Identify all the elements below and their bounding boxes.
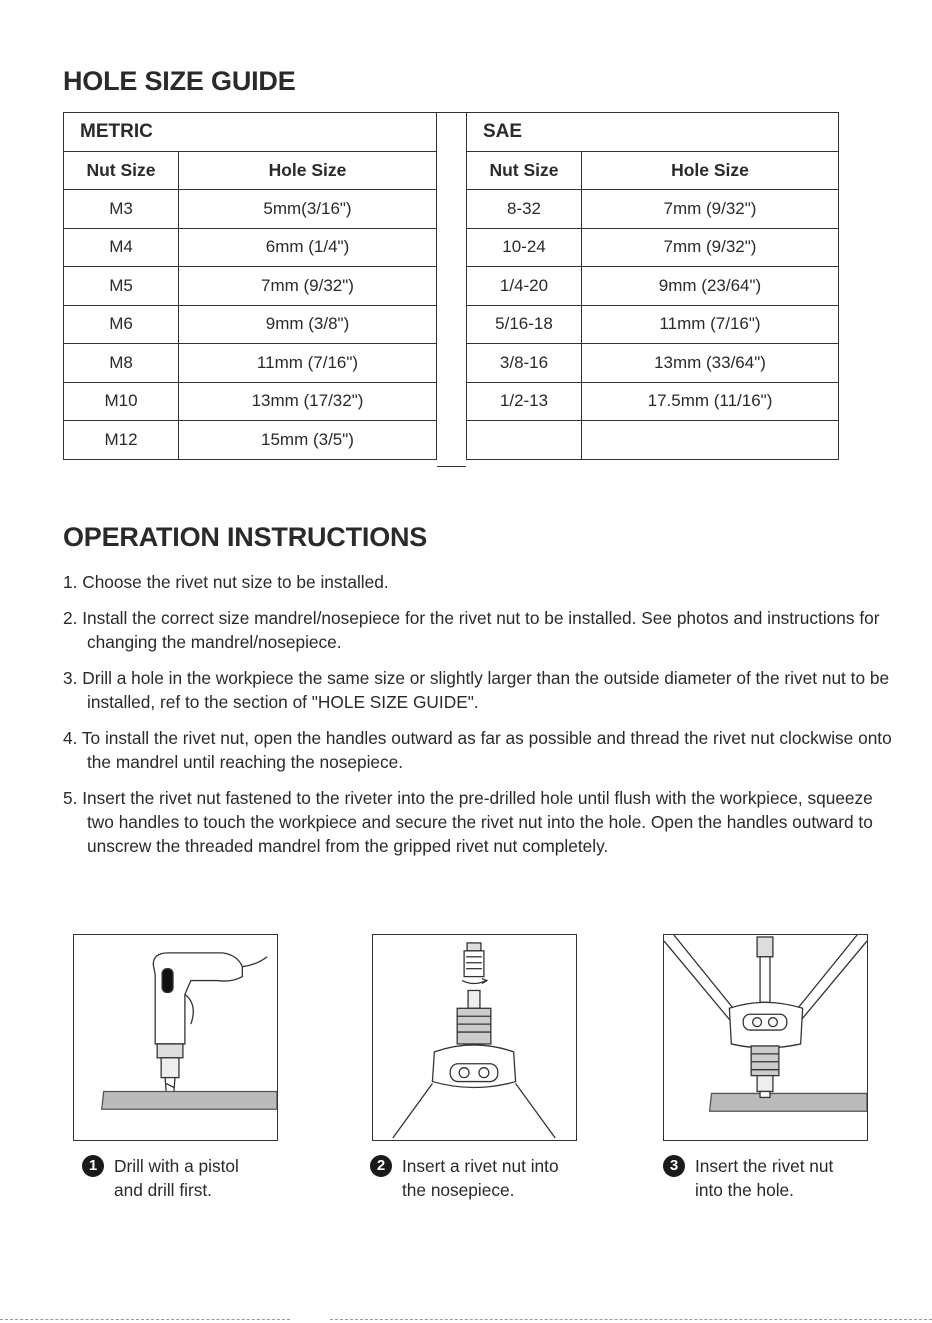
table-row xyxy=(64,228,437,267)
sae-heading: SAE xyxy=(467,113,839,152)
table-row xyxy=(64,305,437,344)
nut-size-cell: M5 xyxy=(64,267,179,306)
caption-line: into the hole. xyxy=(695,1180,794,1200)
rivet-nut-icon xyxy=(373,935,576,1140)
nosepiece-illustration xyxy=(372,934,577,1141)
hole-size-cell: 11mm (7/16") xyxy=(179,344,437,383)
nut-size-cell: M3 xyxy=(64,190,179,229)
nut-size-cell: M8 xyxy=(64,344,179,383)
hole-size-guide-title: HOLE SIZE GUIDE xyxy=(63,66,296,96)
instruction-step: 4. To install the rivet nut, open the handles outward as far as possible and thread the rivet nut clockwise onto the mandrel until reaching the nosepiece. xyxy=(63,728,892,772)
step-number-badge: 2 xyxy=(370,1155,392,1177)
riveter-icon xyxy=(664,935,867,1140)
hole-size-cell: 7mm (9/32") xyxy=(582,190,839,229)
operation-instructions-title: OPERATION INSTRUCTIONS xyxy=(63,522,428,552)
nut-size-cell: 8-32 xyxy=(467,190,582,229)
step-number-badge: 1 xyxy=(82,1155,104,1177)
metric-col-nut-size: Nut Size xyxy=(64,151,179,190)
table-row xyxy=(467,305,839,344)
table-row xyxy=(467,190,839,229)
instruction-list xyxy=(63,570,893,870)
caption-line: Drill with a pistol xyxy=(114,1156,239,1176)
sae-table xyxy=(466,112,839,460)
hole-size-cell: 11mm (7/16") xyxy=(582,305,839,344)
hole-size-cell: 13mm (17/32") xyxy=(179,382,437,421)
nut-size-cell: 3/8-16 xyxy=(467,344,582,383)
sae-col-nut-size: Nut Size xyxy=(467,151,582,190)
hole-size-cell: 17.5mm (11/16") xyxy=(582,382,839,421)
nut-size-cell: M6 xyxy=(64,305,179,344)
caption-line: Insert the rivet nut xyxy=(695,1156,834,1176)
drill-illustration xyxy=(73,934,278,1141)
hole-size-cell: 6mm (1/4") xyxy=(179,228,437,267)
table-row xyxy=(467,228,839,267)
table-row xyxy=(64,344,437,383)
footer-divider xyxy=(0,1319,290,1320)
hole-size-cell: 7mm (9/32") xyxy=(179,267,437,306)
table-divider-gap xyxy=(437,112,466,467)
drill-icon xyxy=(74,935,277,1140)
caption-line: the nosepiece. xyxy=(402,1180,515,1200)
sae-col-hole-size: Hole Size xyxy=(582,151,839,190)
footer-divider xyxy=(330,1319,932,1320)
caption-line: and drill first. xyxy=(114,1180,212,1200)
instruction-step: 5. Insert the rivet nut fastened to the riveter into the pre-drilled hole until flush with the workpiece, squeeze two handles to touch the workpiece and secure the rivet nut into the hole. Open the handles outward to unscrew the threaded mandrel from the gripped rivet nut completely. xyxy=(63,788,873,856)
hole-size-cell: 5mm(3/16") xyxy=(179,190,437,229)
instruction-step: 1. Choose the rivet nut size to be installed. xyxy=(63,572,389,592)
caption-line: Insert a rivet nut into xyxy=(402,1156,559,1176)
hole-size-cell xyxy=(582,421,839,460)
table-row xyxy=(467,344,839,383)
metric-col-hole-size: Hole Size xyxy=(179,151,437,190)
hole-size-cell: 15mm (3/5") xyxy=(179,421,437,460)
nut-size-cell xyxy=(467,421,582,460)
instruction-step: 2. Install the correct size mandrel/nosepiece for the rivet nut to be installed. See photos and instructions for changing the mandrel/nosepiece. xyxy=(63,608,880,652)
metric-heading: METRIC xyxy=(64,113,437,152)
table-row xyxy=(64,382,437,421)
instruction-step: 3. Drill a hole in the workpiece the same size or slightly larger than the outside diameter of the rivet nut to be installed, ref to the section of "HOLE SIZE GUIDE". xyxy=(63,668,890,712)
table-row xyxy=(64,190,437,229)
table-row xyxy=(467,267,839,306)
nut-size-cell: 1/4-20 xyxy=(467,267,582,306)
nut-size-cell: 10-24 xyxy=(467,228,582,267)
insert-into-hole-illustration xyxy=(663,934,868,1141)
nut-size-cell: M4 xyxy=(64,228,179,267)
table-row xyxy=(64,267,437,306)
hole-size-cell: 9mm (23/64") xyxy=(582,267,839,306)
table-row xyxy=(467,421,839,460)
nut-size-cell: M10 xyxy=(64,382,179,421)
metric-table xyxy=(63,112,437,460)
table-row xyxy=(467,382,839,421)
hole-size-cell: 13mm (33/64") xyxy=(582,344,839,383)
hole-size-cell: 7mm (9/32") xyxy=(582,228,839,267)
step-number-badge: 3 xyxy=(663,1155,685,1177)
table-row xyxy=(64,421,437,460)
nut-size-cell: M12 xyxy=(64,421,179,460)
nut-size-cell: 5/16-18 xyxy=(467,305,582,344)
nut-size-cell: 1/2-13 xyxy=(467,382,582,421)
hole-size-cell: 9mm (3/8") xyxy=(179,305,437,344)
